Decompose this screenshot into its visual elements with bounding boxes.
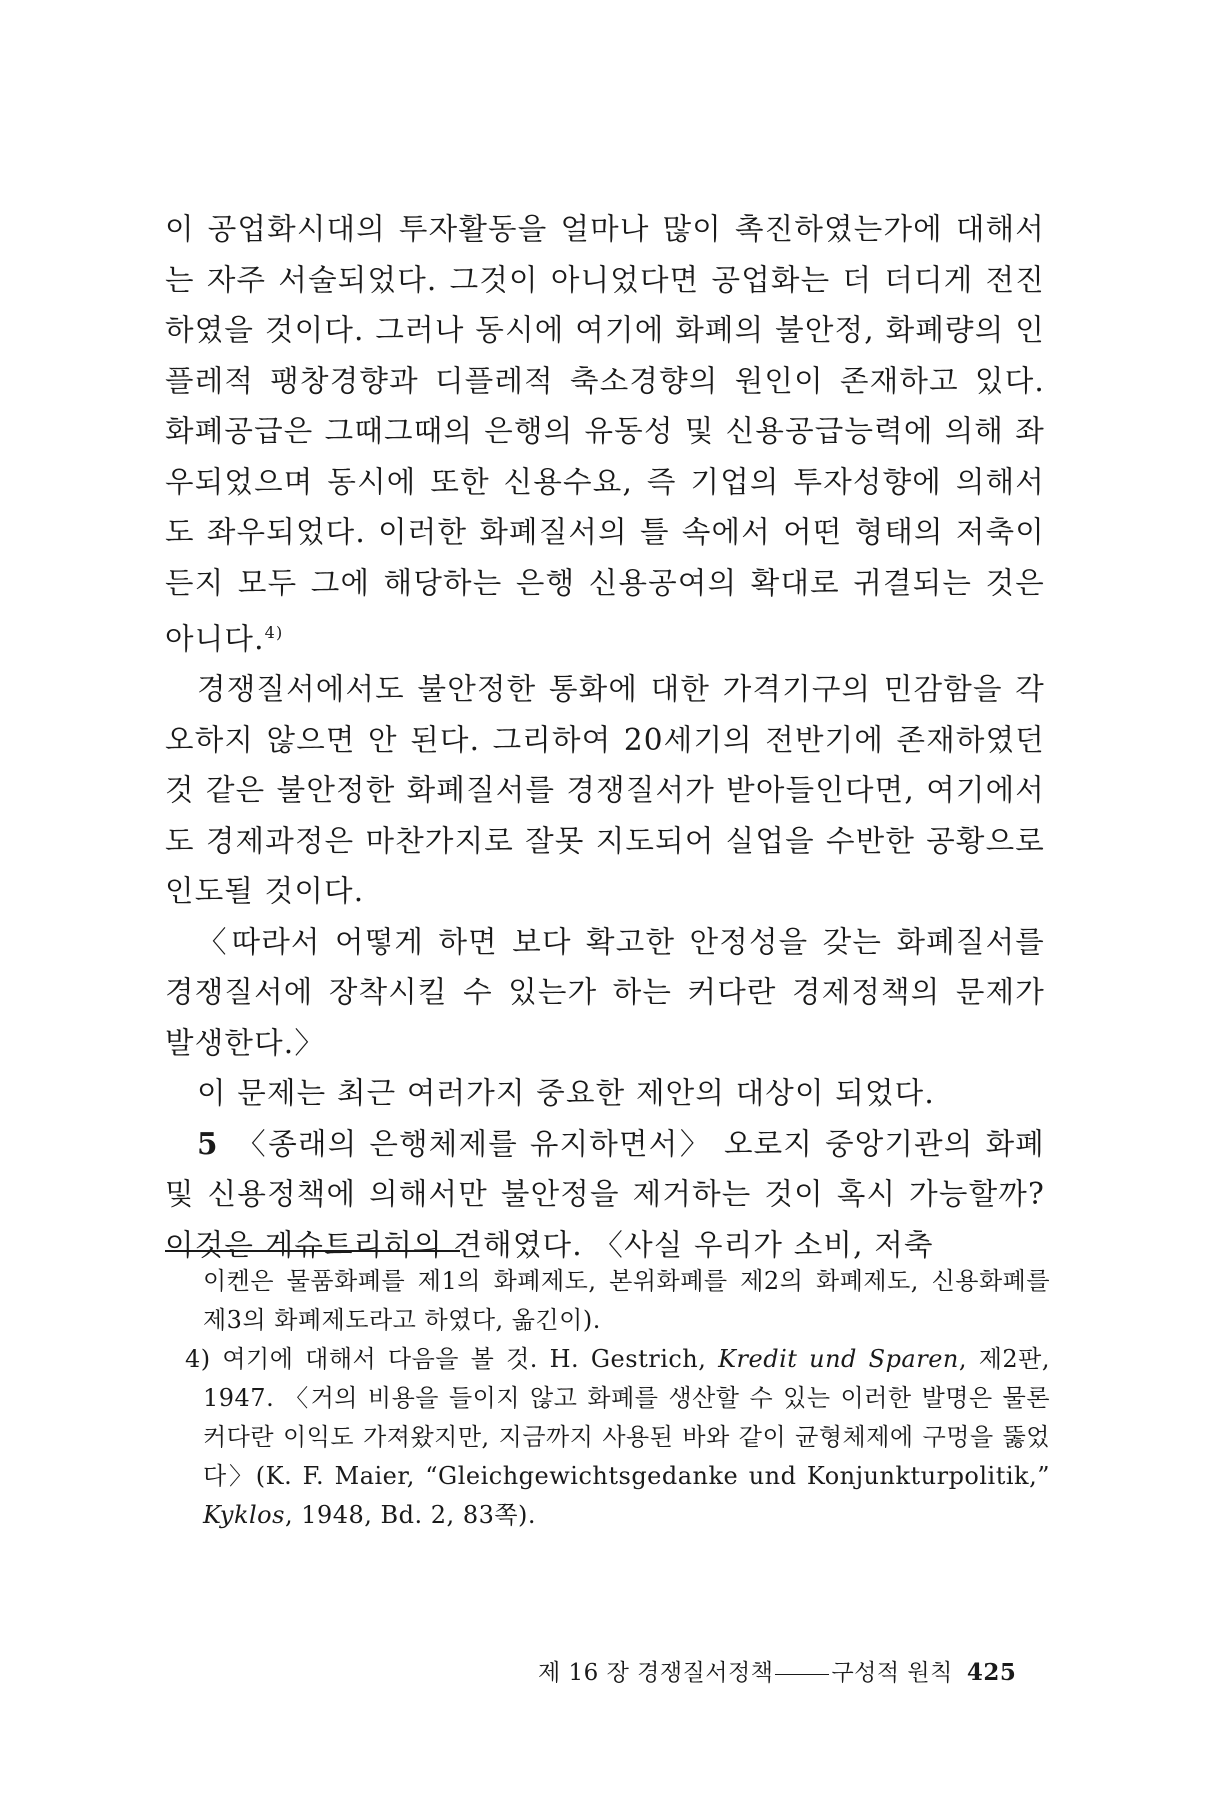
footnotes: [185, 1262, 1050, 1535]
journal-title: Kyklos: [203, 1501, 285, 1529]
paragraph-text: 이 공업화시대의 투자활동을 얼마나 많이 촉진하였는가에 대해서는 자주 서술되었다. 그것이 아니었다면 공업화는 더 더디게 전진하였을 것이다. 그러나 동시에 여기에 화폐의 불안정, 화폐량의 인플레적 팽창경향과 디플레적 축소경향의 원인이 존재하고 있다. 화폐공급은 그때그때의 은행의 유동성 및 신용공급능력에 의해 좌우되었으며 동시에 또한 신용수요, 즉 기업의 투자성향에 의해서도 좌우되었다. 이러한 화폐질서의 틀 속에서 어떤 형태의 저축이든지 모두 그에 해당하는 은행 신용공여의 확대로 귀결되는 것은 아니다.: [165, 212, 1045, 656]
footnote-text: , 1948, Bd. 2, 83쪽).: [284, 1501, 537, 1529]
paragraph: [165, 204, 1045, 664]
footnote-text: , 제2판, 1947. 〈거의 비용을 들이지 않고 화폐를 생산할 수 있는 이러한 발명은 물론 커다란 이익도 가져왔지만, 지금까지 사용된 바와 같이 균형체제에 구멍을 뚫었다〉(K. F. Maier, “Gleichgewichtsgedanke und Konjunkturpolitik,”: [203, 1345, 1050, 1490]
footnote-reference: 4): [264, 623, 284, 642]
section-title: 구성적 원칙: [831, 1660, 953, 1686]
main-text: [165, 204, 1045, 1270]
footnote-continuation: 이켄은 물품화폐를 제1의 화폐제도, 본위화폐를 제2의 화폐제도, 신용화폐를 제3의 화폐제도라고 하였다, 옮긴이).: [203, 1267, 1050, 1334]
footnote-marker: 4): [185, 1345, 211, 1373]
footnote: [185, 1340, 1050, 1535]
footnote-separator: [165, 1250, 460, 1252]
running-footer: [538, 1654, 1038, 1687]
page-number: 425: [966, 1659, 1017, 1686]
footnote-text: 여기에 대해서 다음을 볼 것. H. Gestrich,: [222, 1345, 719, 1373]
chapter-title: 제 16 장 경쟁질서정책: [538, 1660, 774, 1686]
section-number: 5: [197, 1125, 219, 1161]
paragraph: 〈따라서 어떻게 하면 보다 확고한 안정성을 갖는 화폐질서를 경쟁질서에 장착시킬 수 있는가 하는 커다란 경제정책의 문제가 발생한다.〉: [165, 924, 1045, 1060]
paragraph: 경쟁질서에서도 불안정한 통화에 대한 가격기구의 민감함을 각오하지 않으면 안 된다. 그리하여 20세기의 전반기에 존재하였던 것 같은 불안정한 화폐질서를 경쟁질서가 받아들인다면, 여기에서도 경제과정은 마찬가지로 잘못 지도되어 실업을 수반한 공황으로 인도될 것이다.: [165, 672, 1045, 909]
paragraph-text: 〈종래의 은행체제를 유지하면서〉 오로지 중앙기관의 화폐 및 신용정책에 의해서만 불안정을 제거하는 것이 혹시 가능할까? 이것은 게슈트리히의 견해였다. 〈사실 우리가 소비, 저축: [165, 1126, 1045, 1262]
paragraph: [165, 1119, 1045, 1271]
paragraph: 이 문제는 최근 여러가지 중요한 제안의 대상이 되었다.: [197, 1076, 935, 1111]
book-title: Kredit und Sparen: [718, 1345, 959, 1373]
footer-dash: [775, 1674, 829, 1675]
